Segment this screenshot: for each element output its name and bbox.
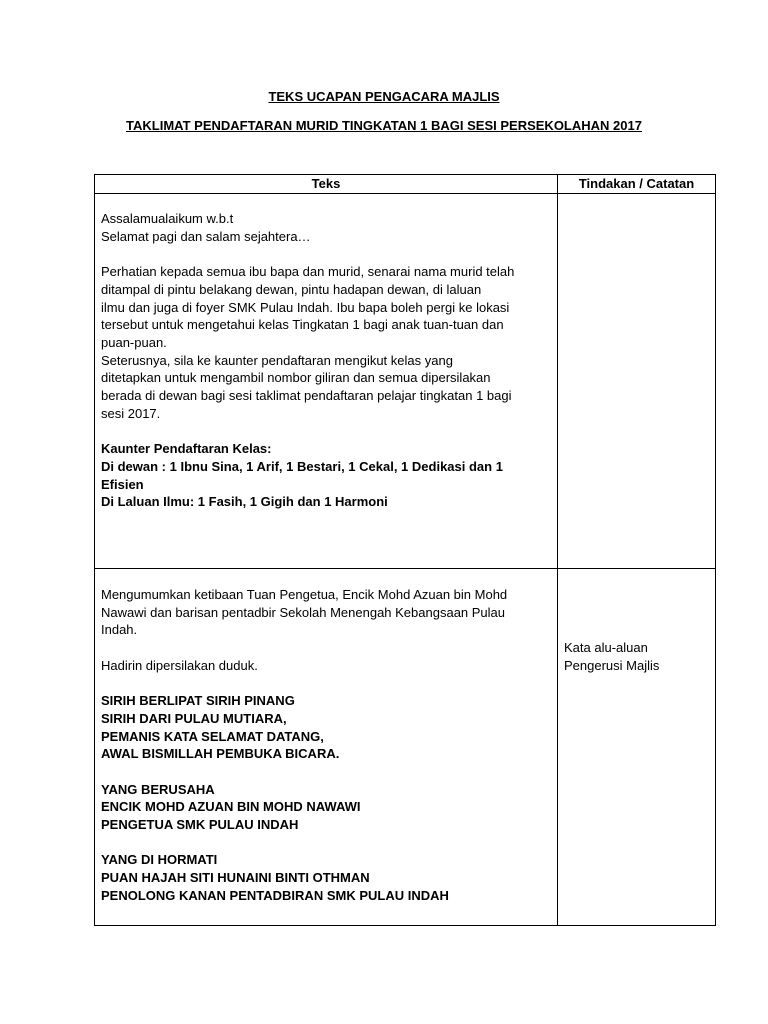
kaunter-line: Efisien <box>101 476 144 492</box>
announcement-line: ilmu dan juga di foyer SMK Pulau Indah. Ibu bapa boleh pergi ke lokasi <box>101 299 510 315</box>
teks-content <box>95 194 557 511</box>
table-header-row <box>95 175 716 194</box>
table-row <box>95 194 716 569</box>
kaunter-heading: Kaunter Pendaftaran Kelas: <box>101 441 272 457</box>
instruction-line: berada di dewan bagi sesi taklimat pendaftaran pelajar tingkatan 1 bagi <box>101 388 512 404</box>
document-subtitle: TAKLIMAT PENDAFTARAN MURID TINGKATAN 1 BAGI SESI PERSEKOLAHAN 2017 <box>126 118 642 133</box>
pantun-line: SIRIH DARI PULAU MUTIARA, <box>101 710 287 726</box>
dihormati-line: PENOLONG KANAN PENTADBIRAN SMK PULAU INDAH <box>101 887 449 903</box>
intro-line: Indah. <box>101 622 138 638</box>
teks-content <box>95 569 557 905</box>
pantun-line: AWAL BISMILLAH PEMBUKA BICARA. <box>101 746 340 762</box>
greeting-line: Selamat pagi dan salam sejahtera… <box>101 228 311 244</box>
announcement-line: tersebut untuk mengetahui kelas Tingkatan 1 bagi anak tuan-tuan dan <box>101 317 504 333</box>
header-teks: Teks <box>95 175 558 194</box>
note-line: Pengerusi Majlis <box>564 658 660 673</box>
tindakan-cell <box>558 569 716 926</box>
teks-cell <box>95 194 558 569</box>
announcement-line: puan-puan. <box>101 334 167 350</box>
instruction-line: sesi 2017. <box>101 405 161 421</box>
table-row <box>95 569 716 926</box>
dihormati-line: YANG DI HORMATI <box>101 852 218 868</box>
berusaha-line: YANG BERUSAHA <box>101 781 215 797</box>
kaunter-line: Di Laluan Ilmu: 1 Fasih, 1 Gigih dan 1 Harmoni <box>101 494 388 510</box>
greeting-line: Assalamualaikum w.b.t <box>101 211 234 226</box>
pantun-line: SIRIH BERLIPAT SIRIH PINANG <box>101 693 295 709</box>
announcement-line: ditampal di pintu belakang dewan, pintu hadapan dewan, di laluan <box>101 281 482 297</box>
seat-line: Hadirin dipersilakan duduk. <box>101 657 258 673</box>
kaunter-line: Di dewan : 1 Ibnu Sina, 1 Arif, 1 Bestari, 1 Cekal, 1 Dedikasi dan 1 <box>101 458 503 474</box>
instruction-line: Seterusnya, sila ke kaunter pendaftaran mengikut kelas yang <box>101 352 453 368</box>
document-title: TEKS UCAPAN PENGACARA MAJLIS <box>268 89 500 104</box>
note-line: Kata alu-aluan <box>564 640 648 655</box>
intro-line: Nawawi dan barisan pentadbir Sekolah Menengah Kebangsaan Pulau <box>101 604 506 620</box>
announcement-line: Perhatian kepada semua ibu bapa dan murid, senarai nama murid telah <box>101 264 515 280</box>
pantun-line: PEMANIS KATA SELAMAT DATANG, <box>101 728 324 744</box>
dihormati-line: PUAN HAJAH SITI HUNAINI BINTI OTHMAN <box>101 870 370 886</box>
berusaha-line: PENGETUA SMK PULAU INDAH <box>101 817 299 833</box>
tindakan-note <box>558 639 715 675</box>
script-table <box>94 174 716 926</box>
teks-cell <box>95 569 558 926</box>
header-tindakan: Tindakan / Catatan <box>558 175 716 194</box>
instruction-line: ditetapkan untuk mengambil nombor giliran dan semua dipersilakan <box>101 370 491 386</box>
intro-line: Mengumumkan ketibaan Tuan Pengetua, Encik Mohd Azuan bin Mohd <box>101 587 508 602</box>
tindakan-cell <box>558 194 716 569</box>
berusaha-line: ENCIK MOHD AZUAN BIN MOHD NAWAWI <box>101 799 361 815</box>
